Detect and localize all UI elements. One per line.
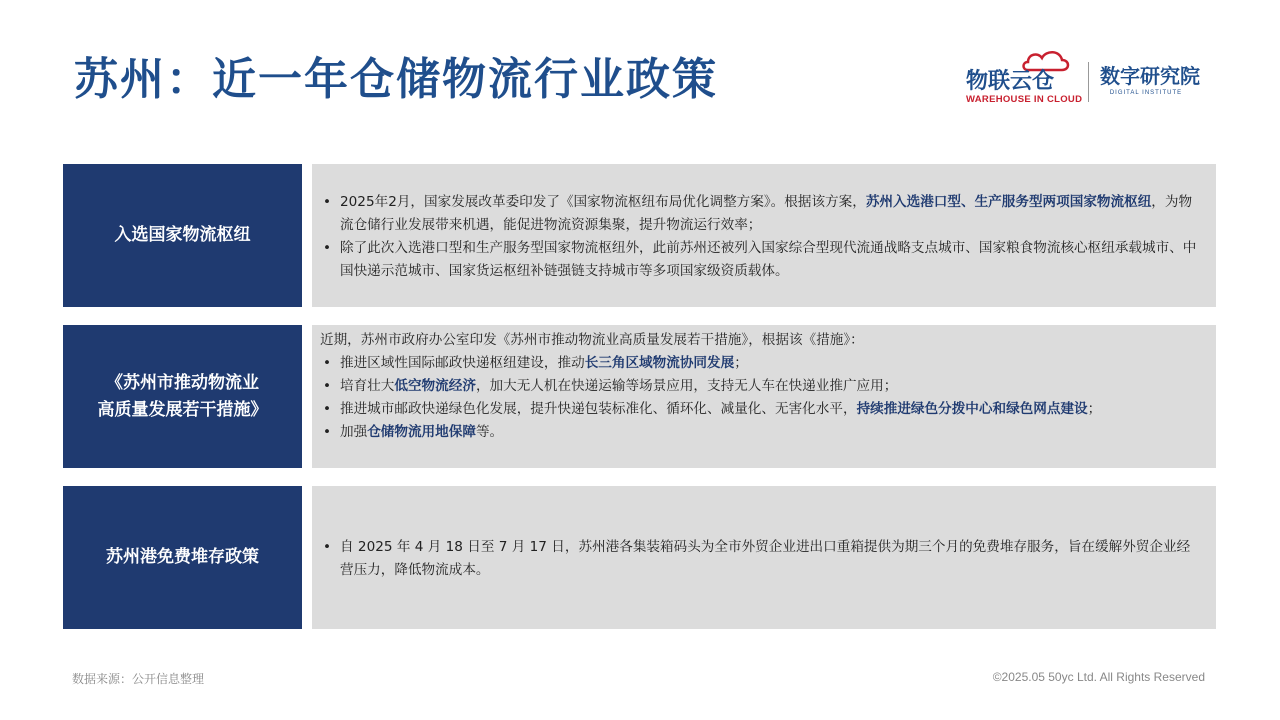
list-item: • 培育壮大低空物流经济，加大无人机在快递运输等场景应用，支持无人车在快递业推广应用； [320, 375, 1200, 398]
list-item: • 加强仓储物流用地保障等。 [320, 421, 1200, 444]
highlight-text: 仓储物流用地保障 [367, 424, 476, 440]
bullet-list [320, 191, 1200, 283]
logo-right-en: DIGITAL INSTITUTE [1109, 90, 1183, 96]
row-label: 入选国家物流枢纽 [63, 164, 302, 307]
digital-institute-logo [1100, 64, 1220, 96]
logo-left-cn: 物联云仓 [966, 69, 1055, 94]
data-source: 数据来源：公开信息整理 [72, 672, 205, 686]
row-label: 《苏州市推动物流业 高质量发展若干措施》 [63, 325, 302, 468]
logo-group [962, 50, 1222, 110]
row-content [312, 325, 1216, 468]
list-item: • 推进区域性国际邮政快递枢纽建设，推动长三角区域物流协同发展； [320, 352, 1200, 375]
row-content [312, 486, 1216, 629]
logo-divider [1088, 62, 1089, 102]
copyright: ©2025.05 50yc Ltd. All Rights Reserved [992, 670, 1205, 684]
policy-row-port [63, 486, 1216, 629]
highlight-text: 持续推进绿色分拨中心和绿色网点建设 [856, 401, 1088, 417]
row-content [312, 164, 1216, 307]
list-item: • 自 2025 年 4 月 18 日至 7 月 17 日，苏州港各集装箱码头为全市外贸企业进出口重箱提供为期三个月的免费堆存服务，旨在缓解外贸企业经营压力，降低物流成本。 [320, 536, 1200, 582]
page-title: 苏州：近一年仓储物流行业政策 [74, 54, 718, 105]
intro-text: 近期，苏州市政府办公室印发《苏州市推动物流业高质量发展若干措施》，根据该《措施》： [320, 332, 864, 348]
policy-row-hub [63, 164, 1216, 307]
row-label: 苏州港免费堆存政策 [63, 486, 302, 629]
warehouse-in-cloud-logo [966, 56, 1086, 106]
list-item: • 除了此次入选港口型和生产服务型国家物流枢纽外，此前苏州还被列入国家综合型现代流通战略支点城市、国家粮食物流核心枢纽承载城市、中国快递示范城市、国家货运枢纽补链强链支持城市等多项国家级资质载体。 [320, 237, 1200, 283]
bullet-list [320, 536, 1200, 582]
logo-right-cn: 数字研究院 [1100, 64, 1200, 88]
logo-left-en: WAREHOUSE IN CLOUD [966, 94, 1083, 105]
highlight-text: 低空物流经济 [394, 378, 476, 394]
list-item: • 2025年2月，国家发展改革委印发了《国家物流枢纽布局优化调整方案》。根据该方案，苏州入选港口型、生产服务型两项国家物流枢纽，为物流仓储行业发展带来机遇，能促进物流资源集聚，提升物流运行效率； [320, 191, 1200, 237]
policy-row-measures [63, 325, 1216, 468]
bullet-list [320, 352, 1200, 444]
list-item: • 推进城市邮政快递绿色化发展，提升快递包装标准化、循环化、减量化、无害化水平，持续推进绿色分拨中心和绿色网点建设； [320, 398, 1200, 421]
highlight-text: 长三角区域物流协同发展 [584, 355, 735, 371]
highlight-text: 苏州入选港口型、生产服务型两项国家物流枢纽 [865, 194, 1152, 210]
